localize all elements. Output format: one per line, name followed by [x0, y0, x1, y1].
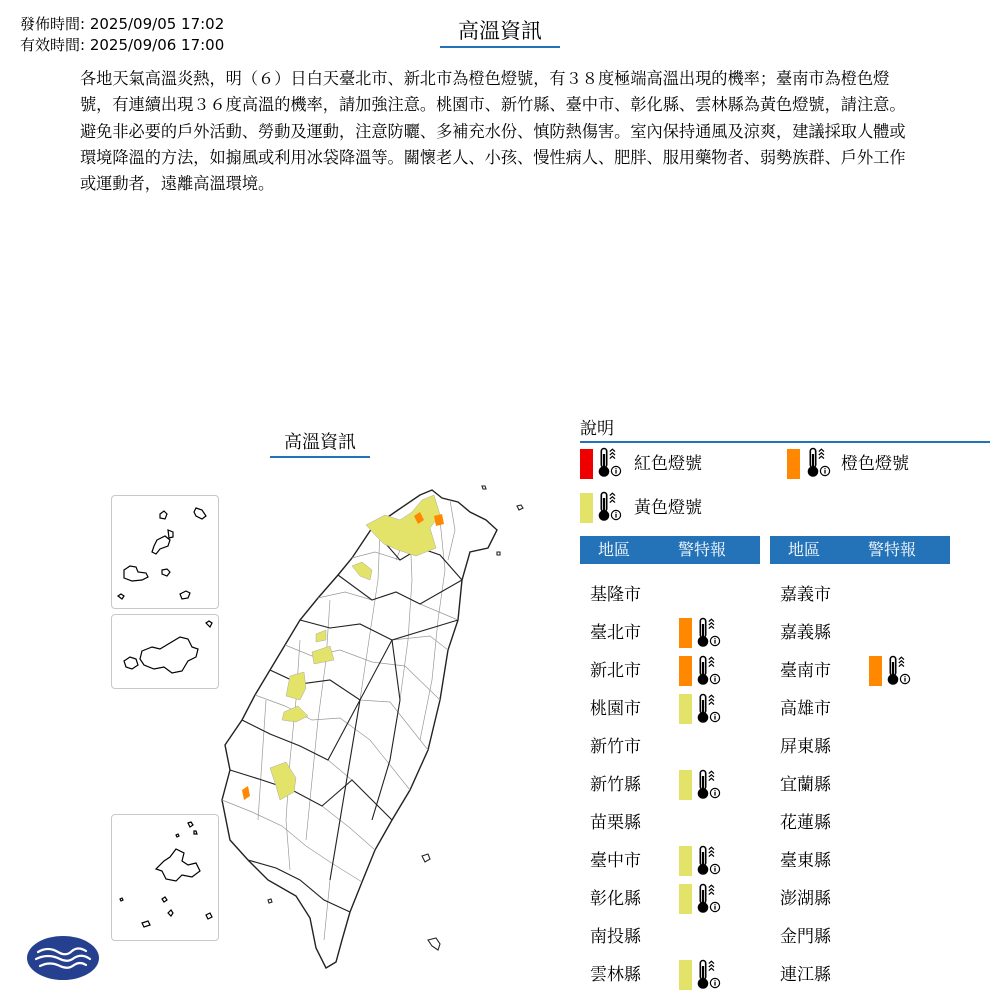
legend-label-yellow: 黃色燈號 — [634, 498, 702, 518]
table-row — [770, 922, 950, 960]
region-name: 嘉義縣 — [780, 623, 831, 643]
table-row — [770, 656, 950, 694]
thermometer-warning-icon — [696, 845, 722, 877]
table-header-right — [770, 536, 950, 564]
taiwan-island — [222, 490, 497, 968]
region-name: 屏東縣 — [780, 737, 831, 757]
cwa-logo-icon — [26, 935, 100, 981]
table-row — [770, 808, 950, 846]
region-name: 澎湖縣 — [780, 889, 831, 909]
region-name: 雲林縣 — [590, 965, 641, 985]
region-name: 臺北市 — [590, 623, 641, 643]
header-region: 地區 — [788, 540, 821, 559]
table-row — [580, 770, 760, 808]
region-name: 連江縣 — [780, 965, 831, 985]
issue-time: 發佈時間: 2025/09/05 17:02 — [20, 15, 225, 33]
region-name: 彰化縣 — [590, 889, 641, 909]
yellow-alert-swatch — [679, 960, 692, 990]
table-row — [770, 960, 950, 998]
legend-title: 說明 — [580, 417, 990, 443]
region-list-right — [770, 580, 950, 1000]
table-row — [770, 732, 950, 770]
thermometer-warning-icon — [696, 655, 722, 687]
orange-swatch — [787, 449, 800, 479]
yellow-swatch — [580, 493, 593, 523]
thermometer-warning-icon — [597, 447, 623, 479]
region-name: 高雄市 — [780, 699, 831, 719]
thermometer-warning-icon — [696, 693, 722, 725]
orange-alert-swatch — [869, 656, 882, 686]
thermometer-warning-icon — [696, 769, 722, 801]
table-row — [770, 694, 950, 732]
yellow-alert-swatch — [679, 770, 692, 800]
header-warning: 警特報 — [678, 540, 727, 559]
description-paragraph-2: 避免非必要的戶外活動、勞動及運動，注意防曬、多補充水份、慎防熱傷害。室內保持通風及涼爽，建議採取人體或環境降溫的方法，如搧風或利用冰袋降溫等。關懷老人、小孩、慢性病人、肥胖、服用藥物者、弱勢族群、戶外工作或運動者，遠離高溫環境。 — [80, 121, 906, 194]
valid-time: 有效時間: 2025/09/06 17:00 — [20, 36, 225, 54]
thermometer-warning-icon — [597, 491, 623, 523]
region-name: 臺南市 — [780, 661, 831, 681]
region-name: 新竹市 — [590, 737, 641, 757]
red-swatch — [580, 449, 593, 479]
thermometer-warning-icon — [886, 655, 912, 687]
table-row — [580, 884, 760, 922]
map-title: 高溫資訊 — [270, 430, 370, 458]
inset-kinmen — [111, 614, 219, 689]
inset-matsu — [111, 495, 219, 609]
table-row — [580, 618, 760, 656]
page-title: 高溫資訊 — [440, 16, 560, 48]
table-row — [770, 846, 950, 884]
table-row — [580, 922, 760, 960]
yellow-alert-swatch — [679, 884, 692, 914]
table-row — [770, 770, 950, 808]
header-region: 地區 — [598, 540, 631, 559]
thermometer-warning-icon — [696, 883, 722, 915]
region-name: 基隆市 — [590, 585, 641, 605]
legend-label-red: 紅色燈號 — [634, 454, 702, 474]
region-name: 桃園市 — [590, 699, 641, 719]
table-row — [580, 580, 760, 618]
table-row — [580, 694, 760, 732]
region-name: 花蓮縣 — [780, 813, 831, 833]
yellow-alert-swatch — [679, 846, 692, 876]
header-warning: 警特報 — [868, 540, 917, 559]
region-name: 苗栗縣 — [590, 813, 641, 833]
table-row — [580, 808, 760, 846]
inset-penghu — [111, 814, 219, 941]
region-name: 南投縣 — [590, 927, 641, 947]
legend-label-orange: 橙色燈號 — [841, 454, 909, 474]
region-name: 新竹縣 — [590, 775, 641, 795]
taiwan-map — [215, 480, 525, 980]
table-row — [580, 732, 760, 770]
yellow-alert-swatch — [679, 694, 692, 724]
region-name: 宜蘭縣 — [780, 775, 831, 795]
region-name: 嘉義市 — [780, 585, 831, 605]
table-header-left — [580, 536, 760, 564]
region-name: 臺東縣 — [780, 851, 831, 871]
thermometer-warning-icon — [696, 959, 722, 991]
thermometer-warning-icon — [806, 447, 832, 479]
thermometer-warning-icon — [696, 617, 722, 649]
region-name: 金門縣 — [780, 927, 831, 947]
region-list-left — [580, 580, 760, 1000]
table-row — [770, 618, 950, 656]
region-name: 臺中市 — [590, 851, 641, 871]
table-row — [770, 884, 950, 922]
orange-alert-swatch — [679, 618, 692, 648]
description — [80, 66, 912, 197]
region-name: 新北市 — [590, 661, 641, 681]
description-paragraph-1: 各地天氣高溫炎熱，明（６）日白天臺北市、新北市為橙色燈號，有３８度極端高溫出現的機率；臺南市為橙色燈號，有連續出現３６度高溫的機率，請加強注意。桃園市、新竹縣、臺中市、彰化縣、雲林縣為黃色燈號，請注意。 — [80, 69, 906, 115]
table-row — [580, 960, 760, 998]
table-row — [580, 846, 760, 884]
table-row — [580, 656, 760, 694]
orange-alert-swatch — [679, 656, 692, 686]
table-row — [770, 580, 950, 618]
